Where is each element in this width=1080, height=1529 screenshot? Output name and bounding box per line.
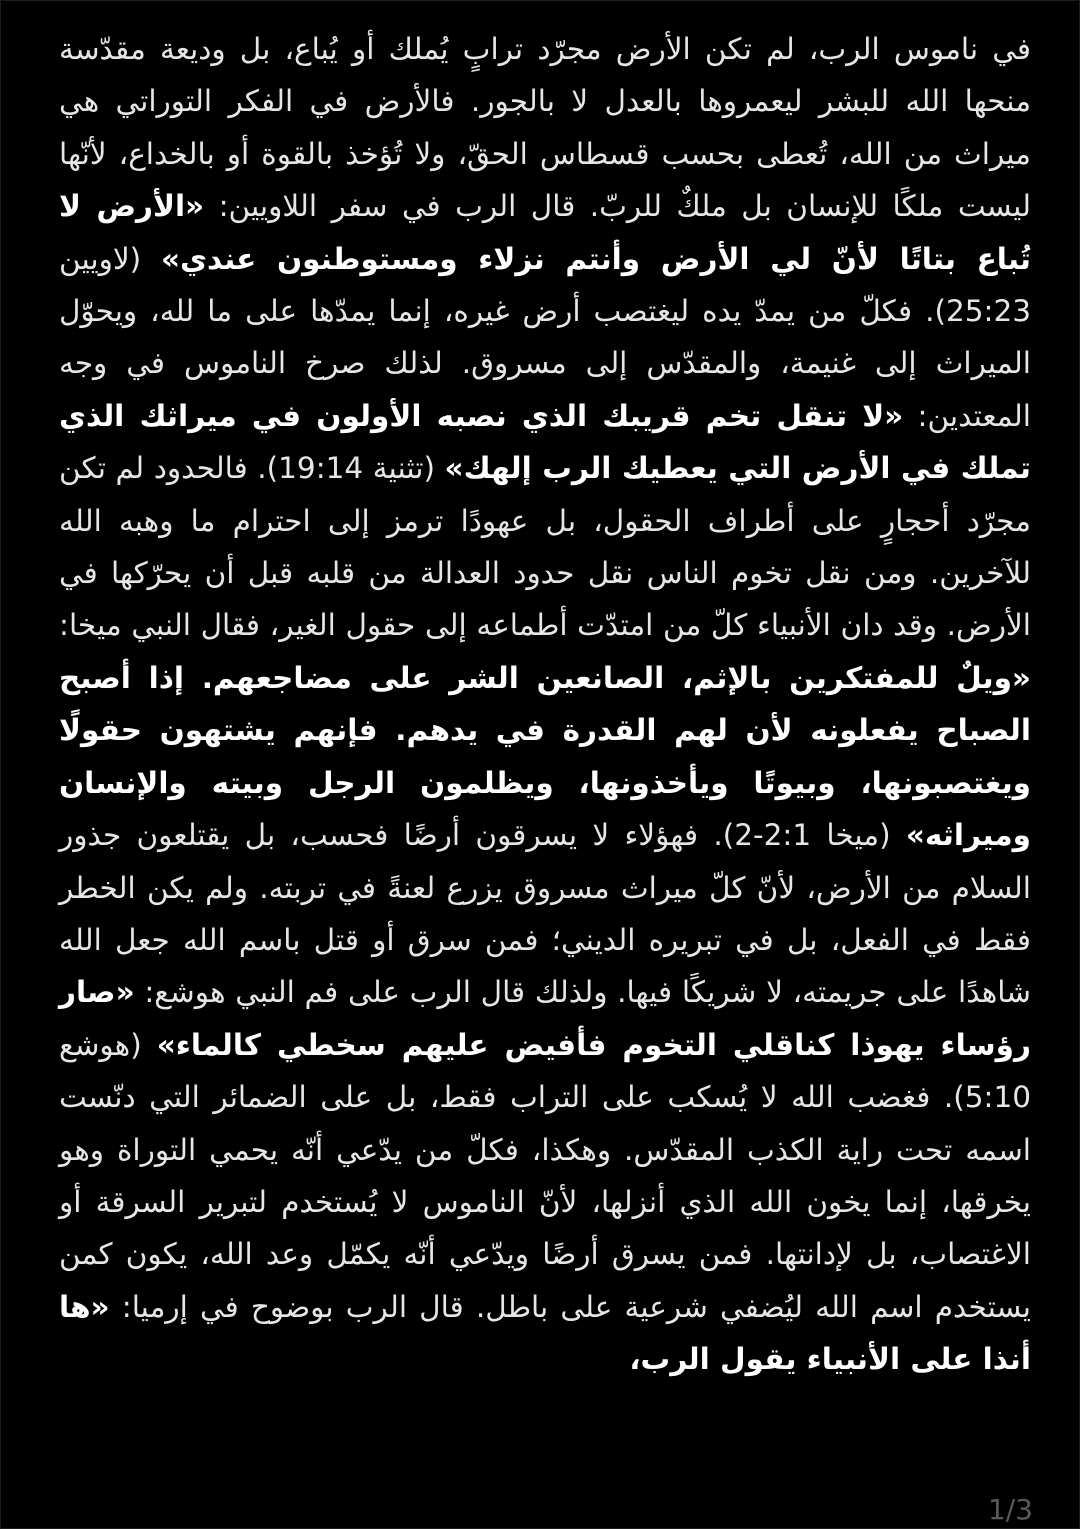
quote-micah: «ويلٌ للمفتكرين بالإثم، الصانعين الشر على مضاجعهم. إذا أصبح الصباح يفعلونه لأن لهم القدرة في يدهم. فإنهم يشتهون حقولًا ويغتصبونها، وبيوتًا ويأخذونها، ويظلمون الرجل وبيته والإنسان وميراثه»: [59, 660, 1031, 853]
text-segment: (هوشع 5:10). فغضب الله لا يُسكب على التراب فقط، بل على الضمائر التي دنّست اسمه تحت راية الكذب المقدّس. وهكذا، فكلّ من يدّعي أنّه يحمي التوراة وهو يخرقها، إنما يخون الله الذي أنزلها، لأنّ الناموس لا يُستخدم لتبرير السرقة أو الاغتصاب، بل لإدانتها. فمن يسرق أرضًا ويدّعي أنّه يكمّل وعد الله، يكون كمن يستخدم اسم الله ليُضفي شرعية على باطل. قال الرب بوضوح في إرميا:: [59, 1027, 1031, 1324]
quote-jeremiah: «ها أنذا على الأنبياء يقول الرب،: [59, 1289, 1031, 1377]
text-segment: في ناموس الرب، لم تكن الأرض مجرّد ترابٍ يُملك أو يُباع، بل وديعة مقدّسة منحها الله للبشر ليعمروها بالعدل لا بالجور. فالأرض في الفكر التوراتي هي ميراث من الله، تُعطى بحسب قسطاس الحقّ، ولا تُؤخذ بالقوة أو بالخداع، لأنّها ليست ملكًا للإنسان بل ملكٌ للربّ. قال الرب في سفر اللاويين:: [59, 32, 1031, 224]
text-segment: (لاويين 25:23). فكلّ من يمدّ يده ليغتصب أرض غيره، إنما يمدّها على ما لله، ويحوّل الميراث إلى غنيمة، والمقدّس إلى مسروق. لذلك صرخ الناموس في وجه المعتدين:: [59, 241, 1031, 433]
quote-leviticus: «الأرض لا تُباع بتاتًا لأنّ لي الأرض وأنتم نزلاء ومستوطنون عندي»: [59, 189, 1031, 276]
article-text: [59, 23, 1031, 1386]
text-segment: (ميخا 2:1-2). فهؤلاء لا يسرقون أرضًا فحسب، بل يقتلعون جذور السلام من الأرض، لأنّ كلّ ميراث مسروق يزرع لعنةً في تربته. ولم يكن الخطر فقط في الفعل، بل في تبريره الديني؛ فمن سرق أو قتل باسم الله جعل الله شاهدًا على جريمته، لا شريكًا فيها. ولذلك قال الرب على فم النبي هوشع:: [59, 818, 1031, 1010]
page-indicator: 1/3: [987, 1493, 1033, 1526]
quote-hosea: «صار رؤساء يهوذا كناقلي التخوم فأفيض عليهم سخطي كالماء»: [59, 975, 1031, 1062]
quote-deuteronomy: «لا تنقل تخم قريبك الذي نصبه الأولون في ميراثك الذي تملك في الأرض التي يعطيك الرب إلهك»: [59, 398, 1031, 486]
text-segment: (تثنية 19:14). فالحدود لم تكن مجرّد أحجارٍ على أطراف الحقول، بل عهودًا ترمز إلى احترام ما وهبه الله للآخرين. ومن نقل تخوم الناس نقل حدود العدالة من قلبه قبل أن يحرّكها في الأرض. وقد دان الأنبياء كلّ من امتدّت أطماعه إلى حقول الغير، فقال النبي ميخا:: [59, 451, 1031, 643]
